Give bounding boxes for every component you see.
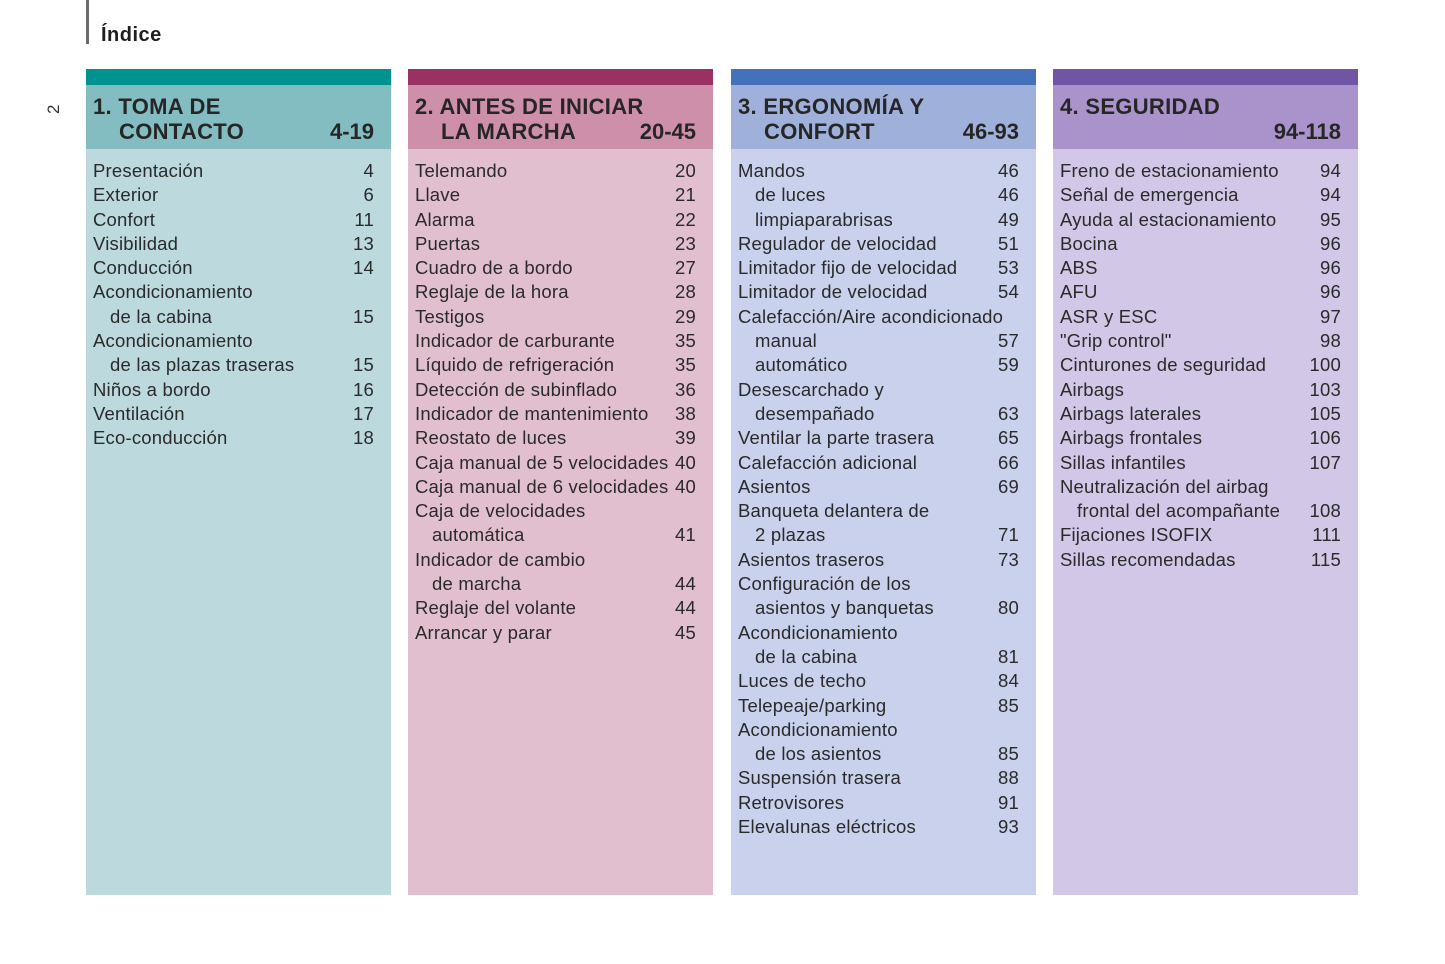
toc-entry[interactable] xyxy=(1053,402,1358,426)
toc-entry-page: 51 xyxy=(998,232,1019,254)
page-number: 2 xyxy=(44,104,63,114)
toc-entry-label: ABS xyxy=(1060,257,1098,279)
toc-entry[interactable] xyxy=(731,742,1036,766)
toc-entry[interactable] xyxy=(1053,256,1358,280)
toc-entry-label: Arrancar y parar xyxy=(415,621,552,643)
section-page-range[interactable]: 46-93 xyxy=(962,119,1019,144)
toc-entry[interactable] xyxy=(408,596,713,620)
section-seguridad xyxy=(1053,69,1358,895)
toc-entry[interactable] xyxy=(408,451,713,475)
toc-entry-label: de marcha xyxy=(432,573,522,595)
toc-entry-page: 35 xyxy=(675,330,696,352)
section-title xyxy=(93,94,244,144)
toc-entry-label: Regulador de velocidad xyxy=(738,232,937,254)
toc-entry-label: automático xyxy=(755,354,848,376)
toc-entry-page: 27 xyxy=(675,257,696,279)
toc-entry-page: 66 xyxy=(998,451,1019,473)
toc-entry[interactable] xyxy=(731,548,1036,572)
section-page-range[interactable]: 20-45 xyxy=(639,119,696,144)
toc-entry-page: 28 xyxy=(675,281,696,303)
toc-entry-label: Reostato de luces xyxy=(415,427,567,449)
toc-entry-label: Eco-conducción xyxy=(93,427,228,449)
toc-entry-page: 44 xyxy=(675,573,696,595)
toc-entry-label: Configuración de los xyxy=(738,573,911,595)
toc-entry[interactable] xyxy=(1053,523,1358,547)
toc-entry-page: 115 xyxy=(1310,548,1341,570)
toc-entry[interactable] xyxy=(408,475,713,499)
toc-entry[interactable] xyxy=(731,475,1036,499)
toc-entry[interactable] xyxy=(408,183,713,207)
toc-entry[interactable] xyxy=(1053,329,1358,353)
toc-entry[interactable] xyxy=(731,256,1036,280)
toc-entry[interactable] xyxy=(408,548,713,572)
toc-entry-label: Alarma xyxy=(415,208,475,230)
toc-entry-page: 13 xyxy=(353,232,374,254)
toc-entry[interactable] xyxy=(408,305,713,329)
toc-entry[interactable] xyxy=(731,232,1036,256)
toc-entry[interactable] xyxy=(731,791,1036,815)
toc-entry-label: Bocina xyxy=(1060,232,1118,254)
toc-entry-page: 38 xyxy=(675,402,696,424)
toc-entry-label: Mandos xyxy=(738,160,806,181)
toc-entry-page: 96 xyxy=(1320,281,1341,303)
toc-entry-page: 95 xyxy=(1320,208,1341,230)
toc-entry[interactable] xyxy=(408,329,713,353)
toc-entry-label: "Grip control" xyxy=(1060,330,1172,352)
toc-entry[interactable] xyxy=(408,523,713,547)
section-title-line2: LA MARCHA xyxy=(441,119,577,144)
toc-entry-label: Ventilación xyxy=(93,402,185,424)
section-page-range[interactable]: 4-19 xyxy=(329,119,374,144)
toc-entry-label: Visibilidad xyxy=(93,232,179,254)
toc-entry-label: Presentación xyxy=(93,160,204,181)
toc-entry[interactable] xyxy=(408,280,713,304)
toc-entry-label: Airbags xyxy=(1060,378,1125,400)
toc-entry-page: 69 xyxy=(998,475,1019,497)
toc-entry-page: 111 xyxy=(1312,524,1341,546)
toc-entry[interactable] xyxy=(731,159,1036,183)
toc-entry-label: Caja manual de 6 velocidades xyxy=(415,475,669,497)
section-title-line1: 2. ANTES DE INICIAR xyxy=(415,94,644,119)
toc-entry-page: 73 xyxy=(998,548,1019,570)
section-item-list xyxy=(1053,149,1358,572)
toc-entry-page: 105 xyxy=(1309,402,1341,424)
toc-entry-label: Caja de velocidades xyxy=(415,500,586,522)
toc-entry-label: frontal del acompañante xyxy=(1077,500,1281,522)
section-title xyxy=(738,94,924,144)
toc-entry[interactable] xyxy=(731,499,1036,523)
toc-entry-page: 35 xyxy=(675,354,696,376)
toc-entry[interactable] xyxy=(731,523,1036,547)
toc-entry-label: Limitador de velocidad xyxy=(738,281,928,303)
toc-entry-label: de la cabina xyxy=(110,305,213,327)
toc-entry[interactable] xyxy=(731,596,1036,620)
toc-entry-page: 71 xyxy=(998,524,1019,546)
toc-entry-label: de los asientos xyxy=(755,743,882,765)
toc-entry-label: Acondicionamiento xyxy=(738,621,898,643)
toc-entry-label: Freno de estacionamiento xyxy=(1060,160,1279,181)
toc-entry-page: 85 xyxy=(998,694,1019,716)
toc-entry-label: Caja manual de 5 velocidades xyxy=(415,451,669,473)
toc-entry-label: Líquido de refrigeración xyxy=(415,354,615,376)
toc-entry[interactable] xyxy=(408,208,713,232)
toc-entry[interactable] xyxy=(86,305,391,329)
toc-entry-page: 88 xyxy=(998,767,1019,789)
toc-entry-label: Acondicionamiento xyxy=(93,281,253,303)
toc-entry-label: automática xyxy=(432,524,525,546)
section-color-bar xyxy=(408,69,713,85)
toc-entry-label: Acondicionamiento xyxy=(738,718,898,740)
toc-entry[interactable] xyxy=(86,280,391,304)
toc-entry-page: 18 xyxy=(353,427,374,449)
toc-entry[interactable] xyxy=(731,353,1036,377)
toc-entry[interactable] xyxy=(731,669,1036,693)
toc-entry-page: 22 xyxy=(675,208,696,230)
toc-entry[interactable] xyxy=(86,232,391,256)
toc-entry-label: Calefacción adicional xyxy=(738,451,918,473)
toc-entry-page: 11 xyxy=(354,208,374,230)
toc-entry[interactable] xyxy=(408,499,713,523)
toc-entry[interactable] xyxy=(408,572,713,596)
toc-entry[interactable] xyxy=(408,232,713,256)
toc-entry[interactable] xyxy=(1053,548,1358,572)
toc-entry-label: de las plazas traseras xyxy=(110,354,295,376)
toc-entry-label: Cuadro de a bordo xyxy=(415,257,573,279)
section-item-list xyxy=(731,149,1036,839)
toc-entry[interactable] xyxy=(1053,426,1358,450)
toc-entry-label: Desescarchado y xyxy=(738,378,884,400)
toc-entry-label: Airbags laterales xyxy=(1060,402,1202,424)
section-header xyxy=(86,85,391,149)
toc-entry[interactable] xyxy=(408,353,713,377)
toc-entry-label: de luces xyxy=(755,184,826,206)
toc-entry-page: 65 xyxy=(998,427,1019,449)
toc-entry-page: 53 xyxy=(998,257,1019,279)
toc-entry-page: 40 xyxy=(675,451,696,473)
toc-entry-label: Exterior xyxy=(93,184,159,206)
toc-entry-page: 107 xyxy=(1309,451,1341,473)
toc-entry[interactable] xyxy=(86,183,391,207)
toc-entry-page: 54 xyxy=(998,281,1019,303)
toc-entry[interactable] xyxy=(1053,280,1358,304)
toc-entry[interactable] xyxy=(86,256,391,280)
toc-entry-page: 23 xyxy=(675,232,696,254)
toc-entry-page: 29 xyxy=(675,305,696,327)
toc-entry[interactable] xyxy=(731,280,1036,304)
toc-entry-label: Acondicionamiento xyxy=(93,330,253,352)
toc-entry[interactable] xyxy=(86,353,391,377)
toc-entry-label: Señal de emergencia xyxy=(1060,184,1239,206)
section-title-line1: 3. ERGONOMÍA Y xyxy=(738,94,925,119)
toc-entry[interactable] xyxy=(731,305,1036,329)
toc-entry-label: Airbags frontales xyxy=(1060,427,1203,449)
toc-entry[interactable] xyxy=(731,694,1036,718)
toc-entry[interactable] xyxy=(731,378,1036,402)
toc-entry[interactable] xyxy=(408,426,713,450)
toc-entry-page: 16 xyxy=(353,378,374,400)
toc-entry-label: Fijaciones ISOFIX xyxy=(1060,524,1213,546)
toc-entry[interactable] xyxy=(731,572,1036,596)
toc-entry-label: Conducción xyxy=(93,257,193,279)
toc-entry-page: 97 xyxy=(1320,305,1341,327)
toc-entry-label: de la cabina xyxy=(755,645,858,667)
toc-entry-label: Detección de subinflado xyxy=(415,378,618,400)
toc-entry[interactable] xyxy=(408,621,713,645)
toc-entry-label: desempañado xyxy=(755,402,875,424)
toc-entry[interactable] xyxy=(731,208,1036,232)
toc-entry-label: Ayuda al estacionamiento xyxy=(1060,208,1277,230)
toc-entry-page: 59 xyxy=(998,354,1019,376)
toc-entry-label: AFU xyxy=(1060,281,1098,303)
toc-entry-page: 40 xyxy=(675,475,696,497)
toc-entry-page: 15 xyxy=(353,305,374,327)
toc-entry-page: 49 xyxy=(998,208,1019,230)
toc-entry-page: 81 xyxy=(998,645,1019,667)
toc-entry[interactable] xyxy=(1053,475,1358,499)
toc-entry[interactable] xyxy=(731,815,1036,839)
toc-entry-label: Confort xyxy=(93,208,156,230)
toc-entry-page: 98 xyxy=(1320,330,1341,352)
toc-entry[interactable] xyxy=(1053,378,1358,402)
section-header xyxy=(731,85,1036,149)
section-ergonomia-y-confort xyxy=(731,69,1036,895)
toc-entry[interactable] xyxy=(731,183,1036,207)
toc-entry[interactable] xyxy=(1053,159,1358,183)
section-toma-de-contacto xyxy=(86,69,391,895)
section-title xyxy=(1060,94,1220,119)
toc-entry-page: 46 xyxy=(998,184,1019,206)
toc-entry[interactable] xyxy=(408,402,713,426)
toc-entry[interactable] xyxy=(731,718,1036,742)
toc-entry-page: 103 xyxy=(1309,378,1341,400)
toc-entry[interactable] xyxy=(1053,183,1358,207)
section-color-bar xyxy=(1053,69,1358,85)
toc-entry-page: 94 xyxy=(1320,160,1341,181)
toc-entry[interactable] xyxy=(731,766,1036,790)
toc-entry-page: 96 xyxy=(1320,257,1341,279)
section-title-line1: 1. TOMA DE xyxy=(93,94,221,119)
toc-entry[interactable] xyxy=(1053,208,1358,232)
toc-entry-label: Elevalunas eléctricos xyxy=(738,816,916,838)
section-header xyxy=(408,85,713,149)
section-item-list xyxy=(408,149,713,645)
toc-entry-page: 36 xyxy=(675,378,696,400)
section-color-bar xyxy=(731,69,1036,85)
toc-entry-page: 39 xyxy=(675,427,696,449)
toc-entry-label: Suspensión trasera xyxy=(738,767,901,789)
toc-entry[interactable] xyxy=(86,329,391,353)
toc-entry-label: Indicador de mantenimiento xyxy=(415,402,649,424)
toc-entry-label: Telepeaje/parking xyxy=(738,694,887,716)
toc-entry-page: 96 xyxy=(1320,232,1341,254)
section-title-line2: CONFORT xyxy=(764,119,875,144)
toc-entry-label: Asientos traseros xyxy=(738,548,885,570)
header-accent-bar xyxy=(86,0,89,44)
toc-entry-page: 45 xyxy=(675,621,696,643)
toc-entry-label: Sillas infantiles xyxy=(1060,451,1186,473)
toc-entry-label: Cinturones de seguridad xyxy=(1060,354,1267,376)
toc-entry[interactable] xyxy=(408,256,713,280)
toc-entry-label: ASR y ESC xyxy=(1060,305,1158,327)
toc-entry-label: limpiaparabrisas xyxy=(755,208,893,230)
toc-entry-label: Telemando xyxy=(415,160,508,181)
toc-entry-page: 17 xyxy=(353,402,374,424)
toc-entry[interactable] xyxy=(86,378,391,402)
toc-entry-label: Asientos xyxy=(738,475,811,497)
toc-entry[interactable] xyxy=(731,621,1036,645)
toc-entry-page: 14 xyxy=(353,257,374,279)
toc-entry[interactable] xyxy=(731,329,1036,353)
toc-entry[interactable] xyxy=(86,426,391,450)
toc-entry[interactable] xyxy=(731,451,1036,475)
section-item-list xyxy=(86,149,391,451)
section-title-line2: CONTACTO xyxy=(119,119,245,144)
toc-entry[interactable] xyxy=(1053,305,1358,329)
section-page-range[interactable]: 94-118 xyxy=(1273,119,1341,144)
toc-entry[interactable] xyxy=(86,208,391,232)
toc-entry-label: Limitador fijo de velocidad xyxy=(738,257,958,279)
toc-entry-label: Reglaje del volante xyxy=(415,597,577,619)
toc-entry-label: asientos y banquetas xyxy=(755,597,934,619)
toc-entry-page: 4 xyxy=(363,160,374,181)
section-header xyxy=(1053,85,1358,149)
toc-entry-label: Banqueta delantera de xyxy=(738,500,930,522)
toc-entry-label: Puertas xyxy=(415,232,481,254)
toc-entry[interactable] xyxy=(408,159,713,183)
toc-entry-label: Ventilar la parte trasera xyxy=(738,427,935,449)
toc-entry-page: 91 xyxy=(998,791,1019,813)
toc-entry-page: 46 xyxy=(998,160,1019,181)
toc-entry-page: 94 xyxy=(1320,184,1341,206)
toc-entry[interactable] xyxy=(731,645,1036,669)
toc-entry[interactable] xyxy=(1053,499,1358,523)
toc-entry-page: 21 xyxy=(675,184,696,206)
toc-entry-page: 20 xyxy=(675,160,696,181)
toc-entry[interactable] xyxy=(1053,353,1358,377)
toc-entry-label: Neutralización del airbag xyxy=(1060,475,1269,497)
toc-entry-label: Retrovisores xyxy=(738,791,845,813)
toc-entry[interactable] xyxy=(86,159,391,183)
toc-entry[interactable] xyxy=(731,426,1036,450)
section-title xyxy=(415,94,644,144)
toc-entry[interactable] xyxy=(86,402,391,426)
toc-entry[interactable] xyxy=(408,378,713,402)
section-title-line1: 4. SEGURIDAD xyxy=(1060,94,1221,119)
toc-entry[interactable] xyxy=(731,402,1036,426)
toc-entry-label: Testigos xyxy=(415,305,485,327)
toc-entry-label: Indicador de cambio xyxy=(415,548,586,570)
toc-entry-label: Luces de techo xyxy=(738,670,867,692)
toc-entry-page: 106 xyxy=(1309,427,1341,449)
toc-entry-page: 44 xyxy=(675,597,696,619)
toc-entry-page: 108 xyxy=(1309,500,1341,522)
toc-entry-label: Niños a bordo xyxy=(93,378,211,400)
toc-entry-label: manual xyxy=(755,330,817,352)
toc-entry[interactable] xyxy=(1053,232,1358,256)
section-color-bar xyxy=(86,69,391,85)
section-antes-de-iniciar-la-marcha xyxy=(408,69,713,895)
toc-entry-page: 80 xyxy=(998,597,1019,619)
toc-entry-label: Sillas recomendadas xyxy=(1060,548,1236,570)
toc-entry-page: 15 xyxy=(353,354,374,376)
toc-entry-label: Calefacción/Aire acondicionado xyxy=(738,305,1004,327)
toc-entry-page: 41 xyxy=(675,524,696,546)
toc-entry-label: 2 plazas xyxy=(755,524,826,546)
toc-entry-page: 85 xyxy=(998,743,1019,765)
toc-entry-label: Indicador de carburante xyxy=(415,330,616,352)
toc-entry-page: 93 xyxy=(998,816,1019,838)
toc-entry-label: Llave xyxy=(415,184,461,206)
toc-entry[interactable] xyxy=(1053,451,1358,475)
page-title: Índice xyxy=(101,24,162,46)
toc-entry-page: 6 xyxy=(363,184,374,206)
toc-entry-page: 84 xyxy=(998,670,1019,692)
toc-entry-page: 63 xyxy=(998,402,1019,424)
toc-entry-label: Reglaje de la hora xyxy=(415,281,569,303)
toc-entry-page: 100 xyxy=(1309,354,1341,376)
toc-entry-page: 57 xyxy=(998,330,1019,352)
